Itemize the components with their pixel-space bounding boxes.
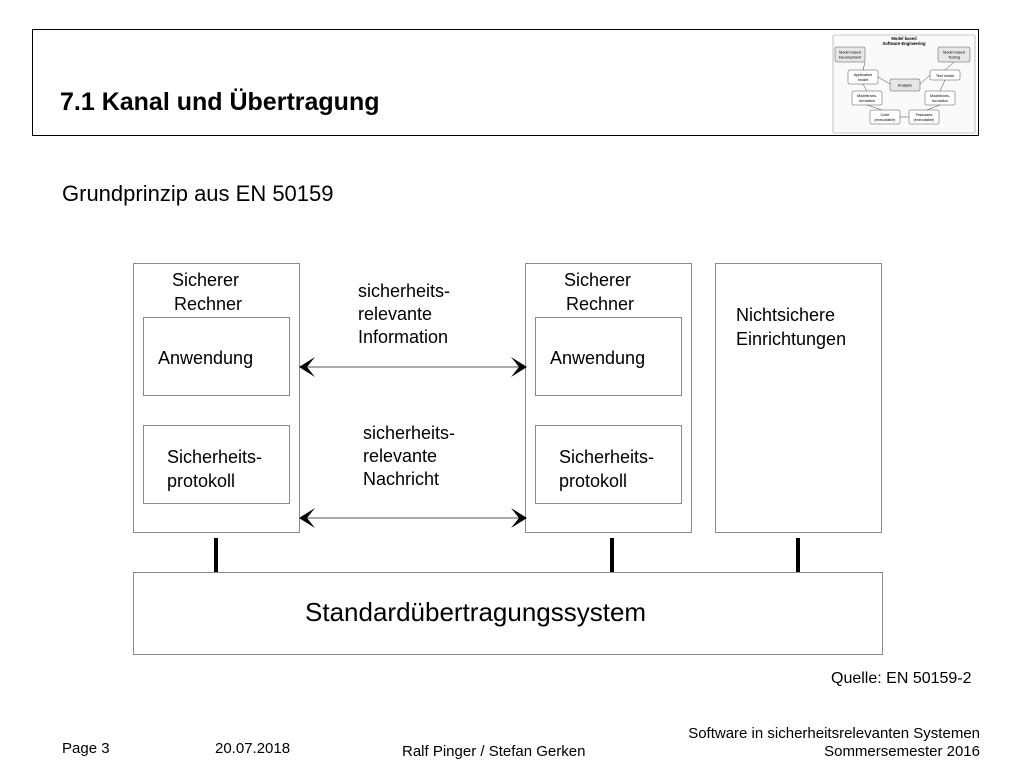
message-label-3: Nachricht xyxy=(363,469,440,489)
left-computer-title-1: Sicherer xyxy=(172,270,240,290)
transmission-system-label: Standardübertragungssystem xyxy=(305,597,647,627)
svg-text:formation: formation xyxy=(932,99,948,103)
svg-text:Analysis: Analysis xyxy=(897,83,913,88)
connector-nonsafe xyxy=(796,538,800,573)
svg-text:formation: formation xyxy=(859,99,875,103)
svg-text:Model based: Model based xyxy=(839,50,861,55)
right-application-label: Anwendung xyxy=(550,348,646,368)
info-label-2: relevante xyxy=(358,304,433,324)
node-model-based-development xyxy=(835,47,865,62)
node-model-based-testing xyxy=(938,47,970,62)
right-protocol-label-1: Sicherheits- xyxy=(559,447,655,467)
source-citation: Quelle: EN 50159-2 xyxy=(831,670,972,687)
svg-text:Modeltrans-: Modeltrans- xyxy=(929,94,951,98)
svg-text:(executable): (executable) xyxy=(913,118,935,122)
nonsafe-label-2: Einrichtungen xyxy=(736,329,847,349)
svg-text:(executable): (executable) xyxy=(874,118,896,122)
svg-text:Testcases: Testcases xyxy=(915,113,933,117)
slide-subtitle: Grundprinzip aus EN 50159 xyxy=(62,181,334,206)
svg-text:Development: Development xyxy=(838,55,862,60)
message-double-arrow xyxy=(296,503,530,533)
svg-text:Model based: Model based xyxy=(943,50,965,55)
svg-text:Application: Application xyxy=(853,73,873,77)
connector-left-computer xyxy=(214,538,218,573)
svg-text:Testing: Testing xyxy=(947,55,961,60)
right-computer-title-2: Rechner xyxy=(566,294,635,314)
left-computer-title-2: Rechner xyxy=(174,294,243,314)
footer-semester: Sommersemester 2016 xyxy=(824,743,980,760)
left-protocol-label-1: Sicherheits- xyxy=(167,447,263,467)
svg-text:model: model xyxy=(857,78,869,82)
footer-page-number: Page 3 xyxy=(62,740,110,757)
nonsafe-label-1: Nichtsichere xyxy=(736,305,836,325)
thumbnail-title-1: Model based xyxy=(891,36,917,41)
right-protocol-label-2: protokoll xyxy=(559,471,628,491)
footer-date: 20.07.2018 xyxy=(215,740,291,757)
svg-text:Modeltrans-: Modeltrans- xyxy=(856,94,878,98)
information-double-arrow xyxy=(296,352,530,382)
left-protocol-label-2: protokoll xyxy=(167,471,236,491)
footer-course-title: Software in sicherheitsrelevanten Systemen xyxy=(688,725,980,742)
message-label-2: relevante xyxy=(363,446,438,466)
svg-text:Test model: Test model xyxy=(935,74,955,78)
model-based-se-thumbnail xyxy=(832,34,976,134)
message-label-1: sicherheits- xyxy=(363,423,456,443)
slide-title: 7.1 Kanal und Übertragung xyxy=(60,88,380,116)
right-computer-title-1: Sicherer xyxy=(564,270,632,290)
info-label-1: sicherheits- xyxy=(358,281,451,301)
left-application-label: Anwendung xyxy=(158,348,254,368)
svg-text:Code: Code xyxy=(880,113,890,117)
thumbnail-title-2: Software Engineering xyxy=(882,41,926,46)
info-label-3: Information xyxy=(358,327,449,347)
connector-right-computer xyxy=(610,538,614,573)
footer-authors: Ralf Pinger / Stefan Gerken xyxy=(402,743,586,760)
